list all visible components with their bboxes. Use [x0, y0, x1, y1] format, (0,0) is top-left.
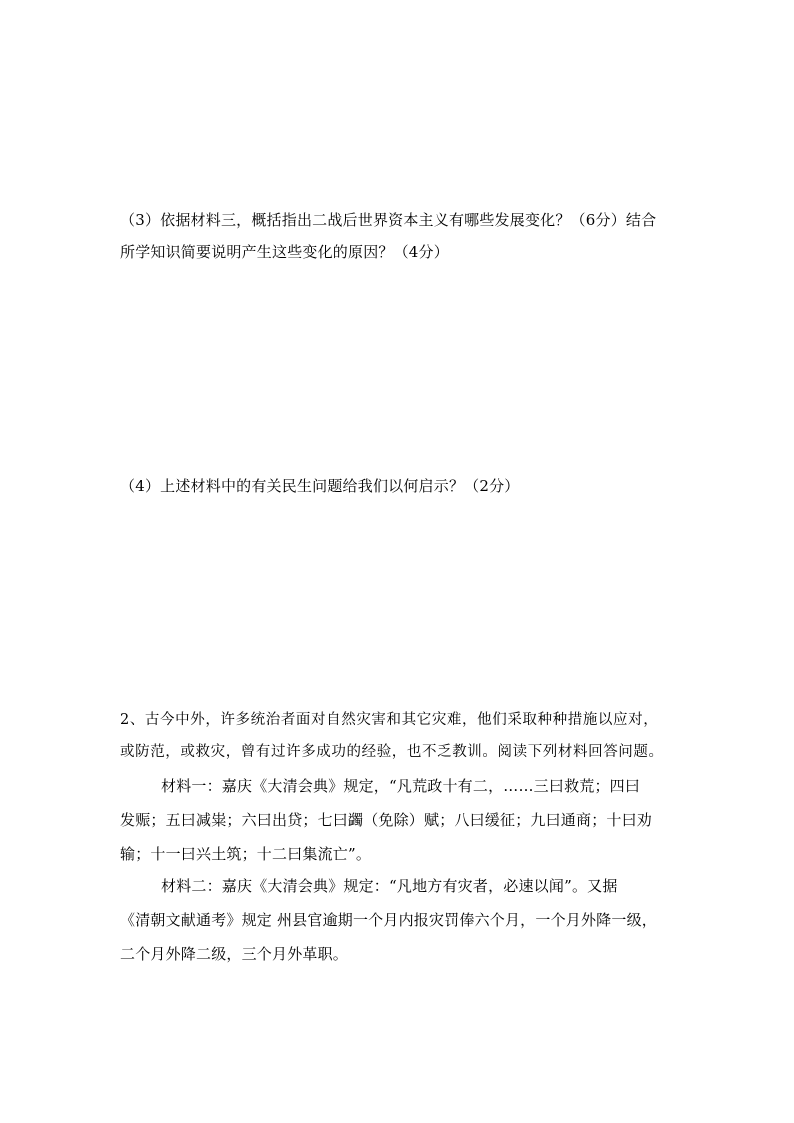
material-2-line-2: 《清朝文献通考》规定 州县官逾期一个月内报灾罚俸六个月，一个月外降一级， [120, 911, 657, 929]
question-3-line-2: 所学知识简要说明产生这些变化的原因？（4分） [120, 243, 449, 261]
material-1-line-1: 材料一：嘉庆《大清会典》规定，“凡荒政十有二，……三曰救荒；四曰 [161, 777, 641, 795]
question-2-intro-line-2: 或防范，或救灾，曾有过许多成功的经验，也不乏教训。阅读下列材料回答问题。 [120, 744, 664, 760]
question-3-line-1: （3）依据材料三，概括指出二战后世界资本主义有哪些发展变化？（6分）结合 [120, 211, 657, 229]
question-2-intro-line-1: 2、古今中外，许多统治者面对自然灾害和其它灾难，他们采取种种措施以应对， [120, 712, 659, 728]
material-1-line-3: 输；十一曰兴土筑；十二曰集流亡”。 [120, 845, 372, 863]
material-1-line-2: 发赈；五曰减粜；六曰出贷；七曰蠲（免除）赋；八曰缓征；九曰通商；十曰劝 [120, 811, 653, 829]
question-4-line-1: （4）上述材料中的有关民生问题给我们以何启示？（2分） [120, 477, 520, 495]
material-2-line-1: 材料二：嘉庆《大清会典》规定：“凡地方有灾者，必速以闻”。又据 [161, 877, 618, 895]
material-2-line-3: 二个月外降二级，三个月外革职。 [120, 945, 349, 963]
